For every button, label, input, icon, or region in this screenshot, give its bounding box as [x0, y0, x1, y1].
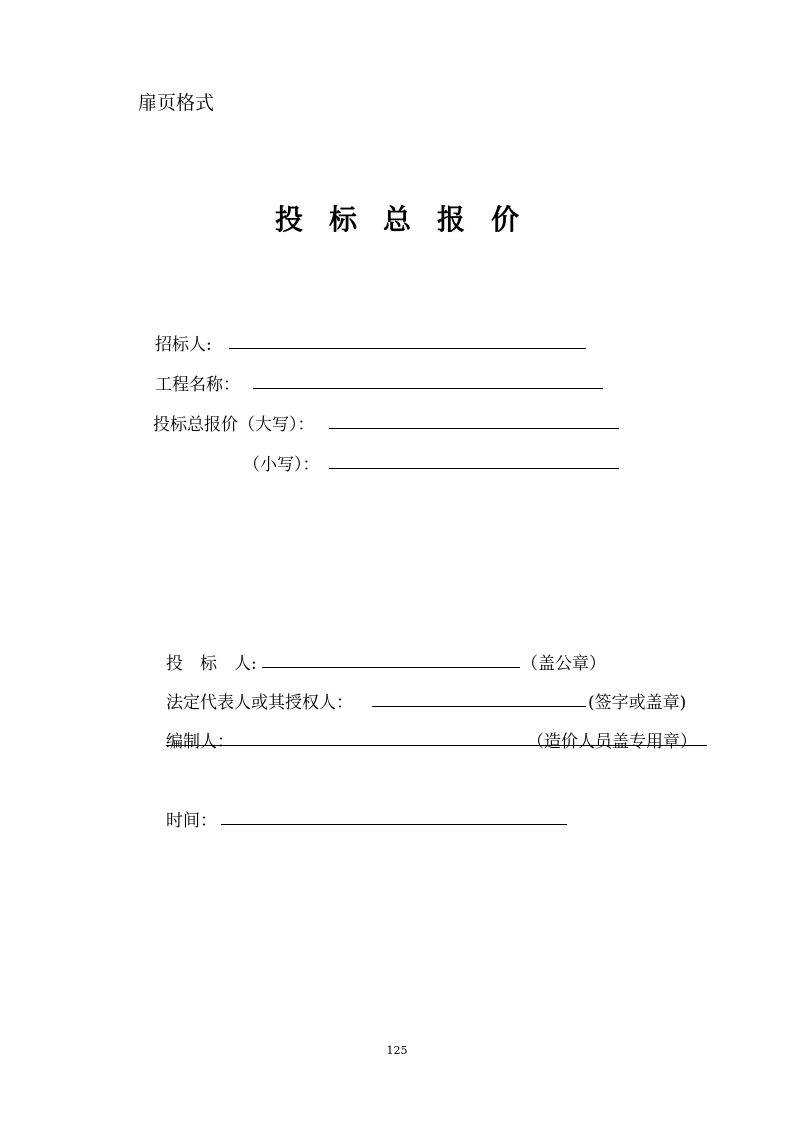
compiler-line[interactable] — [166, 745, 707, 746]
time-line[interactable] — [221, 824, 567, 825]
bidder-note: （盖公章） — [521, 654, 606, 674]
total-price-upper-line[interactable] — [329, 428, 619, 429]
title-char: 标 — [328, 203, 357, 236]
project-name-line[interactable] — [253, 388, 603, 389]
title-char: 价 — [491, 203, 520, 236]
total-price-lower-label: （小写）： — [243, 455, 320, 475]
bidder-label: 投 标 人: — [166, 654, 257, 674]
legal-rep-note: (签字或盖章) — [588, 693, 687, 713]
time-label: 时间： — [166, 811, 217, 831]
title-char: 投 — [274, 203, 303, 236]
title-char: 总 — [382, 203, 411, 236]
compiler-label: 编制人： — [166, 732, 234, 752]
tenderer-label: 招标人: — [155, 335, 212, 355]
title-char: 报 — [437, 203, 466, 236]
bidder-line[interactable] — [262, 667, 520, 668]
tenderer-line[interactable] — [229, 348, 586, 349]
page-number: 125 — [386, 1044, 408, 1057]
legal-rep-line[interactable] — [372, 706, 586, 707]
total-price-upper-label: 投标总报价（大写）： — [153, 415, 315, 435]
compiler-note: （造价人员盖专用章） — [527, 732, 697, 752]
total-price-lower-line[interactable] — [329, 468, 619, 469]
project-name-label: 工程名称： — [155, 375, 240, 395]
page-title — [0, 198, 794, 238]
legal-rep-label: 法定代表人或其授权人： — [166, 693, 353, 713]
format-label: 扉页格式 — [138, 92, 215, 114]
